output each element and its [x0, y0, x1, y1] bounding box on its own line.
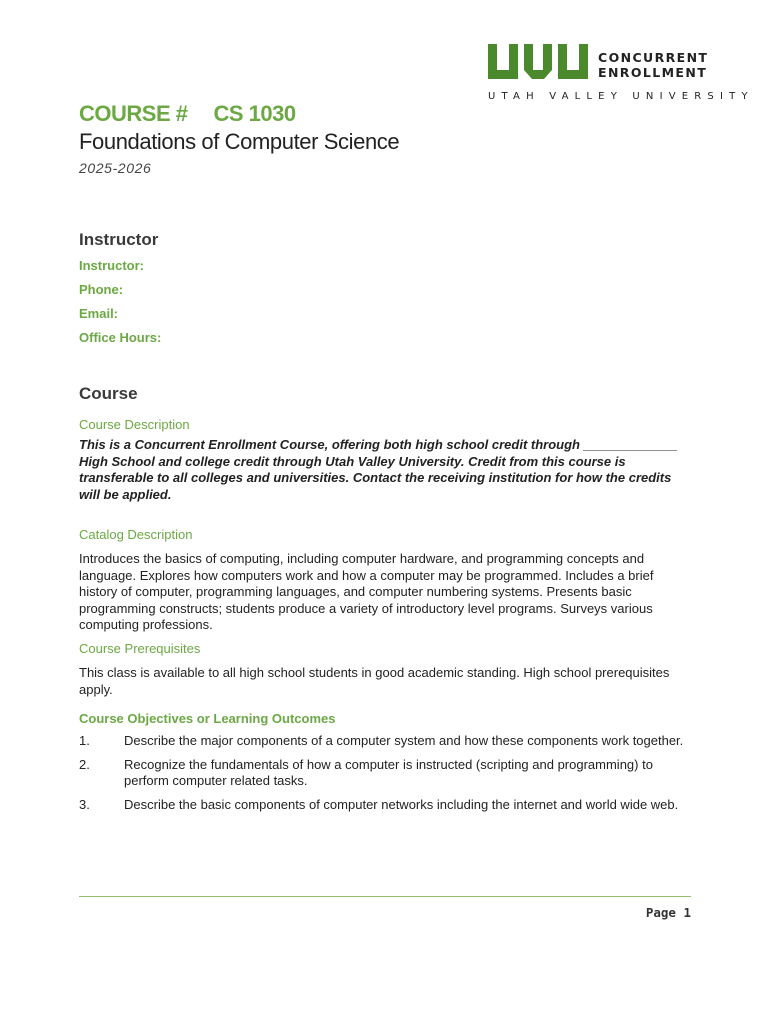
objective-number: 3.	[79, 796, 90, 812]
course-description-heading: Course Description	[79, 417, 190, 432]
course-description-text: This is a Concurrent Enrollment Course, offering both high school credit through _____________ High School and college credit through Utah Valley University. Credit from this course is transferable to all colleges and universities. Contact the receiving institution for how the credits will be applied.	[79, 437, 678, 502]
catalog-description-heading: Catalog Description	[79, 527, 193, 542]
prerequisites-heading: Course Prerequisites	[79, 641, 201, 656]
instructor-heading: Instructor	[79, 230, 159, 249]
objective-item	[79, 733, 694, 750]
office-hours-label: Office Hours:	[79, 330, 162, 345]
course-label: COURSE #	[79, 101, 188, 126]
uvu-logo-mark	[488, 44, 590, 80]
objective-number: 2.	[79, 756, 90, 772]
course-heading: Course	[79, 384, 138, 403]
objective-text: Describe the major components of a computer system and how these components work together.	[124, 733, 684, 748]
footer-divider	[79, 896, 691, 897]
objectives-heading: Course Objectives or Learning Outcomes	[79, 711, 336, 726]
catalog-description-text: Introduces the basics of computing, including computer hardware, and programming concepts and language. Explores how computers work and how a computer may be programmed. Includes a brief history of computer, programming languages, and computer numbering systems. Presents basic programming constructs; students produce a variety of introductory level programs. Surveys various computing professions.	[79, 551, 654, 632]
objective-item	[79, 797, 694, 814]
objective-number: 1.	[79, 733, 90, 748]
logo-line-2: ENROLLMENT	[598, 64, 708, 80]
objective-item	[79, 757, 694, 790]
prerequisites-text: This class is available to all high school students in good academic standing. High school prerequisites apply.	[79, 665, 670, 697]
course-number: CS 1030	[213, 101, 296, 126]
logo-line-1: CONCURRENT	[598, 50, 709, 65]
objective-text: Describe the basic components of computer networks including the internet and world wide web.	[124, 796, 679, 812]
uvu-concurrent-enrollment-logo	[488, 44, 754, 104]
concurrent-enrollment-wordmark	[598, 51, 708, 80]
logo-university: UTAH VALLEY UNIVERSITY	[488, 91, 754, 102]
objective-text: Recognize the fundamentals of how a computer is instructed (scripting and programming) to perform computer related tasks.	[124, 756, 653, 788]
email-label: Email:	[79, 306, 119, 321]
phone-label: Phone:	[79, 282, 124, 297]
objectives-list	[79, 733, 694, 820]
course-number-heading	[79, 101, 296, 127]
instructor-label: Instructor:	[79, 258, 144, 273]
page-number: Page 1	[645, 905, 691, 920]
course-title: Foundations of Computer Science	[79, 129, 400, 154]
academic-year: 2025-2026	[79, 160, 152, 176]
